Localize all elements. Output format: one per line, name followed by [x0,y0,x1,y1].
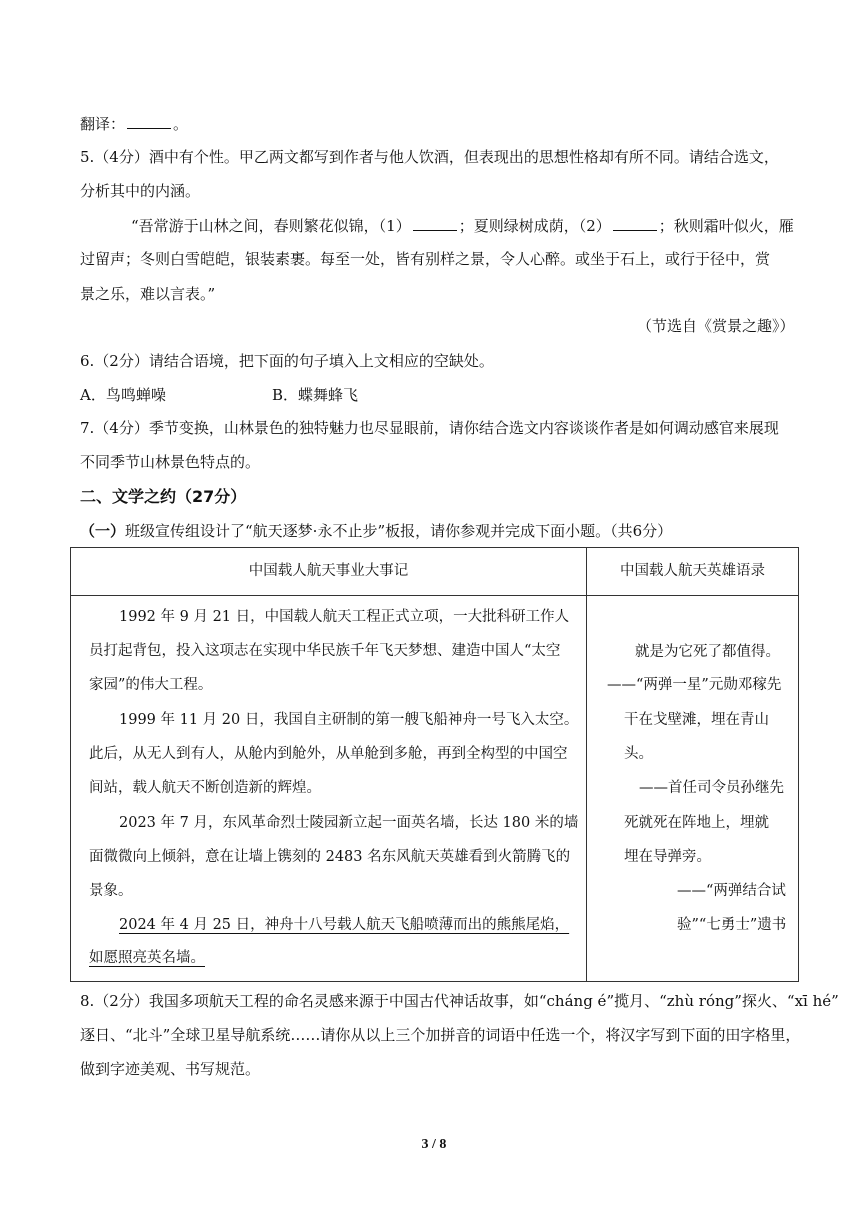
question-7-line-2: 不同季节山林景色特点的。 [80,453,261,471]
question-8-line-2: 逐日、“北斗”全球卫星导航系统……请你从以上三个加拼音的词语中任选一个，将汉字写到下面的田字格里， [80,1026,801,1044]
left-line: 员打起背包，投入这项志在实现中华民族千年飞天梦想、建造中国人“太空 [89,643,561,659]
translate-label: 翻译： [80,115,126,133]
left-line-underlined: 如愿照亮英名墙。 [89,950,205,966]
table-column-divider [586,548,587,981]
passage-line-2: 过留声；冬则白雪皑皑，银装素裹。每至一处，皆有别样之景，令人心醉。或坐于石上，或行于径中，赏 [80,250,771,268]
answer-blank [127,116,171,129]
right-line: 干在戈壁滩，埋在青山 [624,712,769,728]
subsection-text: 班级宣传组设计了“航天逐梦·永不止步”板报，请你参观并完成下面小题。（共6分） [125,522,673,540]
right-line: 验”“七勇士”遗书 [677,917,787,933]
passage-part-1: “吾常游于山林之间，春则繁花似锦，（1） [131,217,411,235]
subsection-label: （一） [80,522,126,540]
question-6-option-b: B．蝶舞蜂飞 [272,386,359,404]
left-line: 面微微向上倾斜，意在让墙上镌刻的 2483 名东风航天英雄看到火箭腾飞的 [89,849,571,865]
question-8-line-3: 做到字迹美观、书写规范。 [80,1060,261,1078]
passage-part-2: ；夏则绿树成荫，（2） [458,217,611,235]
question-7-line-1: 7.（4分）季节变换，山林景色的独特魅力也尽显眼前，请你结合选文内容谈谈作者是如何调动感官来展现 [80,419,779,437]
right-line: 死就死在阵地上，埋就 [624,815,769,831]
passage-line-3: 景之乐，难以言表。” [80,285,216,303]
left-column-header: 中国载人航天事业大事记 [248,563,409,579]
translate-end: 。 [173,115,189,133]
left-line: 2023 年 7 月，东风革命烈士陵园新立起一面英名墙，长达 180 米的墙 [119,815,579,831]
passage-source: （节选自《赏景之趣》） [637,317,795,335]
passage-part-3: ；秋则霜叶似火，雁 [658,217,794,235]
left-line: 间站，载人航天不断创造新的辉煌。 [89,780,321,796]
left-line: 1999 年 11 月 20 日，我国自主研制的第一艘飞船神舟一号飞入太空。 [119,712,579,728]
blank-1 [413,218,457,231]
right-line: ——“两弹结合试 [677,883,786,899]
question-6-option-a: A．鸟鸣蝉噪 [80,386,166,404]
section-title: 二、文学之约（27分） [80,487,247,506]
right-line: 埋在导弹旁。 [624,849,711,865]
page-number: 3 / 8 [421,1137,447,1152]
board-table [70,547,799,982]
blank-2 [613,218,657,231]
question-8-line-1: 8.（2分）我国多项航天工程的命名灵感来源于中国古代神话故事，如“cháng é”揽月、“zhù róng”探火、“xī hé” [80,992,839,1010]
right-line: ——首任司令员孙继先 [639,780,784,796]
left-line: 家园”的伟大工程。 [89,677,213,693]
right-line: 就是为它死了都值得。 [635,644,780,660]
passage-line-1 [131,218,794,234]
left-line: 1992 年 9 月 21 日，中国载人航天工程正式立项，一大批科研工作人 [119,609,570,625]
right-line: 头。 [624,746,653,762]
question-5-line-1: 5.（4分）酒中有个性。甲乙两文都写到作者与他人饮酒，但表现出的思想性格却有所不同。请结合选文， [80,148,779,166]
left-line-underlined: 2024 年 4 月 25 日，神舟十八号载人航天飞船喷薄而出的熊熊尾焰， [119,917,570,933]
left-line: 景象。 [89,883,133,899]
translate-line [80,116,188,132]
left-line: 此后，从无人到有人，从舱内到舱外，从单舱到多舱，再到全构型的中国空 [89,746,568,762]
right-column-header: 中国载人航天英雄语录 [620,563,765,579]
right-line: ——“两弹一星”元勋邓稼先 [607,677,782,693]
subsection-intro [80,524,672,539]
question-5-line-2: 分析其中的内涵。 [80,182,201,200]
question-6: 6.（2分）请结合语境，把下面的句子填入上文相应的空缺处。 [80,352,494,370]
